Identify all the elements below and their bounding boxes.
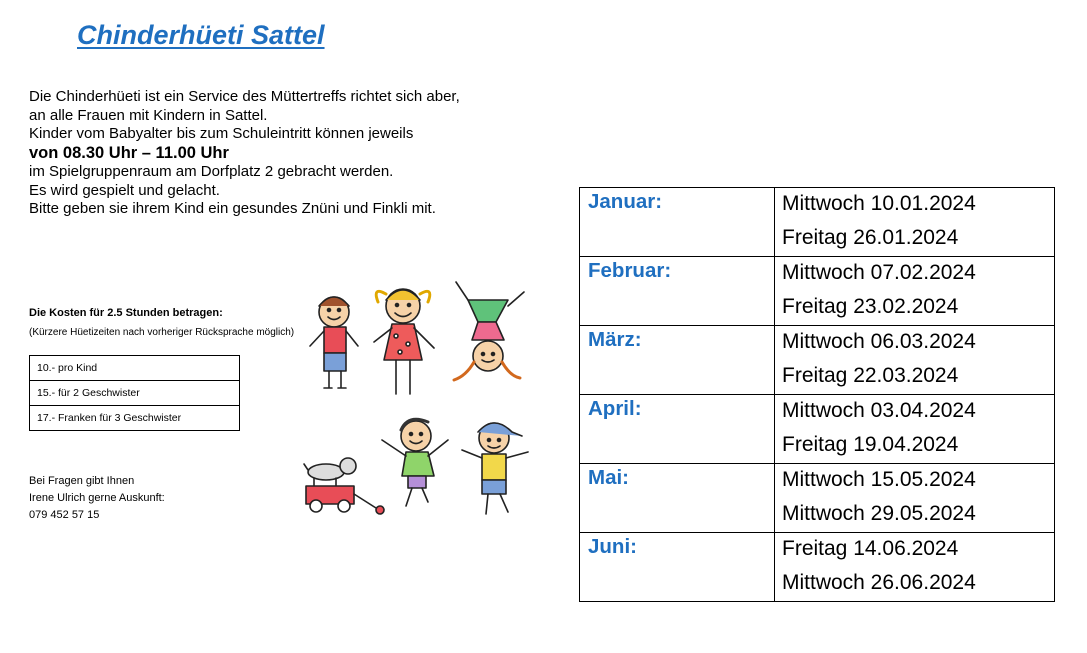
month-label: Mai: bbox=[580, 464, 775, 533]
month-label: März: bbox=[580, 326, 775, 395]
date-entry: Mittwoch 26.06.2024 bbox=[782, 571, 976, 594]
month-label: Februar: bbox=[580, 257, 775, 326]
price-cell: 10.- pro Kind bbox=[30, 356, 240, 381]
table-row bbox=[580, 188, 1055, 257]
opening-hours: von 08.30 Uhr – 11.00 Uhr bbox=[29, 144, 229, 163]
table-row bbox=[580, 395, 1055, 464]
intro-line: im Spielgruppenraum am Dorfplatz 2 gebracht werden. bbox=[29, 162, 394, 180]
date-entry: Mittwoch 29.05.2024 bbox=[782, 502, 976, 525]
boy-figure bbox=[310, 297, 358, 388]
handstand-figure bbox=[454, 282, 524, 380]
intro-line: Kinder vom Babyalter bis zum Schuleintritt können jeweils bbox=[29, 125, 414, 143]
contact-line: Irene Ulrich gerne Auskunft: bbox=[29, 492, 165, 504]
date-entry: Freitag 26.01.2024 bbox=[782, 226, 959, 249]
date-entry: Mittwoch 07.02.2024 bbox=[782, 261, 976, 284]
cap-boy-figure bbox=[462, 423, 528, 514]
price-cell: 15.- für 2 Geschwister bbox=[30, 381, 240, 406]
intro-line: an alle Frauen mit Kindern in Sattel. bbox=[29, 106, 268, 124]
date-entry: Mittwoch 10.01.2024 bbox=[782, 192, 976, 215]
table-row bbox=[30, 406, 240, 431]
dates-cell bbox=[775, 464, 1055, 533]
month-label: Januar: bbox=[580, 188, 775, 257]
date-entry: Mittwoch 15.05.2024 bbox=[782, 468, 976, 491]
costs-note: (Kürzere Hüetizeiten nach vorheriger Rücksprache möglich) bbox=[29, 327, 295, 338]
dates-cell bbox=[775, 533, 1055, 602]
date-entry: Freitag 22.03.2024 bbox=[782, 364, 959, 387]
date-entry: Freitag 23.02.2024 bbox=[782, 295, 959, 318]
dates-cell bbox=[775, 326, 1055, 395]
table-row bbox=[580, 464, 1055, 533]
intro-line: Bitte geben sie ihrem Kind ein gesundes Znüni und Finkli mit. bbox=[29, 200, 436, 218]
intro-text bbox=[29, 88, 460, 219]
price-table bbox=[29, 355, 240, 431]
month-label: Juni: bbox=[580, 533, 775, 602]
costs-heading: Die Kosten für 2.5 Stunden betragen: bbox=[29, 307, 223, 319]
contact-line: Bei Fragen gibt Ihnen bbox=[29, 475, 135, 487]
table-row bbox=[580, 326, 1055, 395]
girl-figure bbox=[374, 289, 434, 394]
price-cell: 17.- Franken für 3 Geschwister bbox=[30, 406, 240, 431]
table-row bbox=[580, 533, 1055, 602]
dates-cell bbox=[775, 395, 1055, 464]
date-entry: Freitag 19.04.2024 bbox=[782, 433, 959, 456]
date-entry: Freitag 14.06.2024 bbox=[782, 537, 959, 560]
table-row bbox=[580, 257, 1055, 326]
kids-illustration bbox=[296, 276, 542, 526]
dates-cell bbox=[775, 188, 1055, 257]
table-row bbox=[30, 356, 240, 381]
intro-line: Die Chinderhüeti ist ein Service des Müttertreffs richtet sich aber, bbox=[29, 88, 460, 105]
page-title: Chinderhüeti Sattel bbox=[77, 20, 325, 50]
intro-line: Es wird gespielt und gelacht. bbox=[29, 181, 220, 199]
date-entry: Mittwoch 03.04.2024 bbox=[782, 399, 976, 422]
jumping-girl-figure bbox=[382, 419, 448, 506]
month-label: April: bbox=[580, 395, 775, 464]
dog-wagon bbox=[304, 458, 384, 514]
contact-phone: 079 452 57 15 bbox=[29, 509, 100, 521]
contact-info bbox=[29, 473, 165, 524]
date-entry: Mittwoch 06.03.2024 bbox=[782, 330, 976, 353]
dates-cell bbox=[775, 257, 1055, 326]
schedule-table bbox=[579, 187, 1055, 602]
table-row bbox=[30, 381, 240, 406]
